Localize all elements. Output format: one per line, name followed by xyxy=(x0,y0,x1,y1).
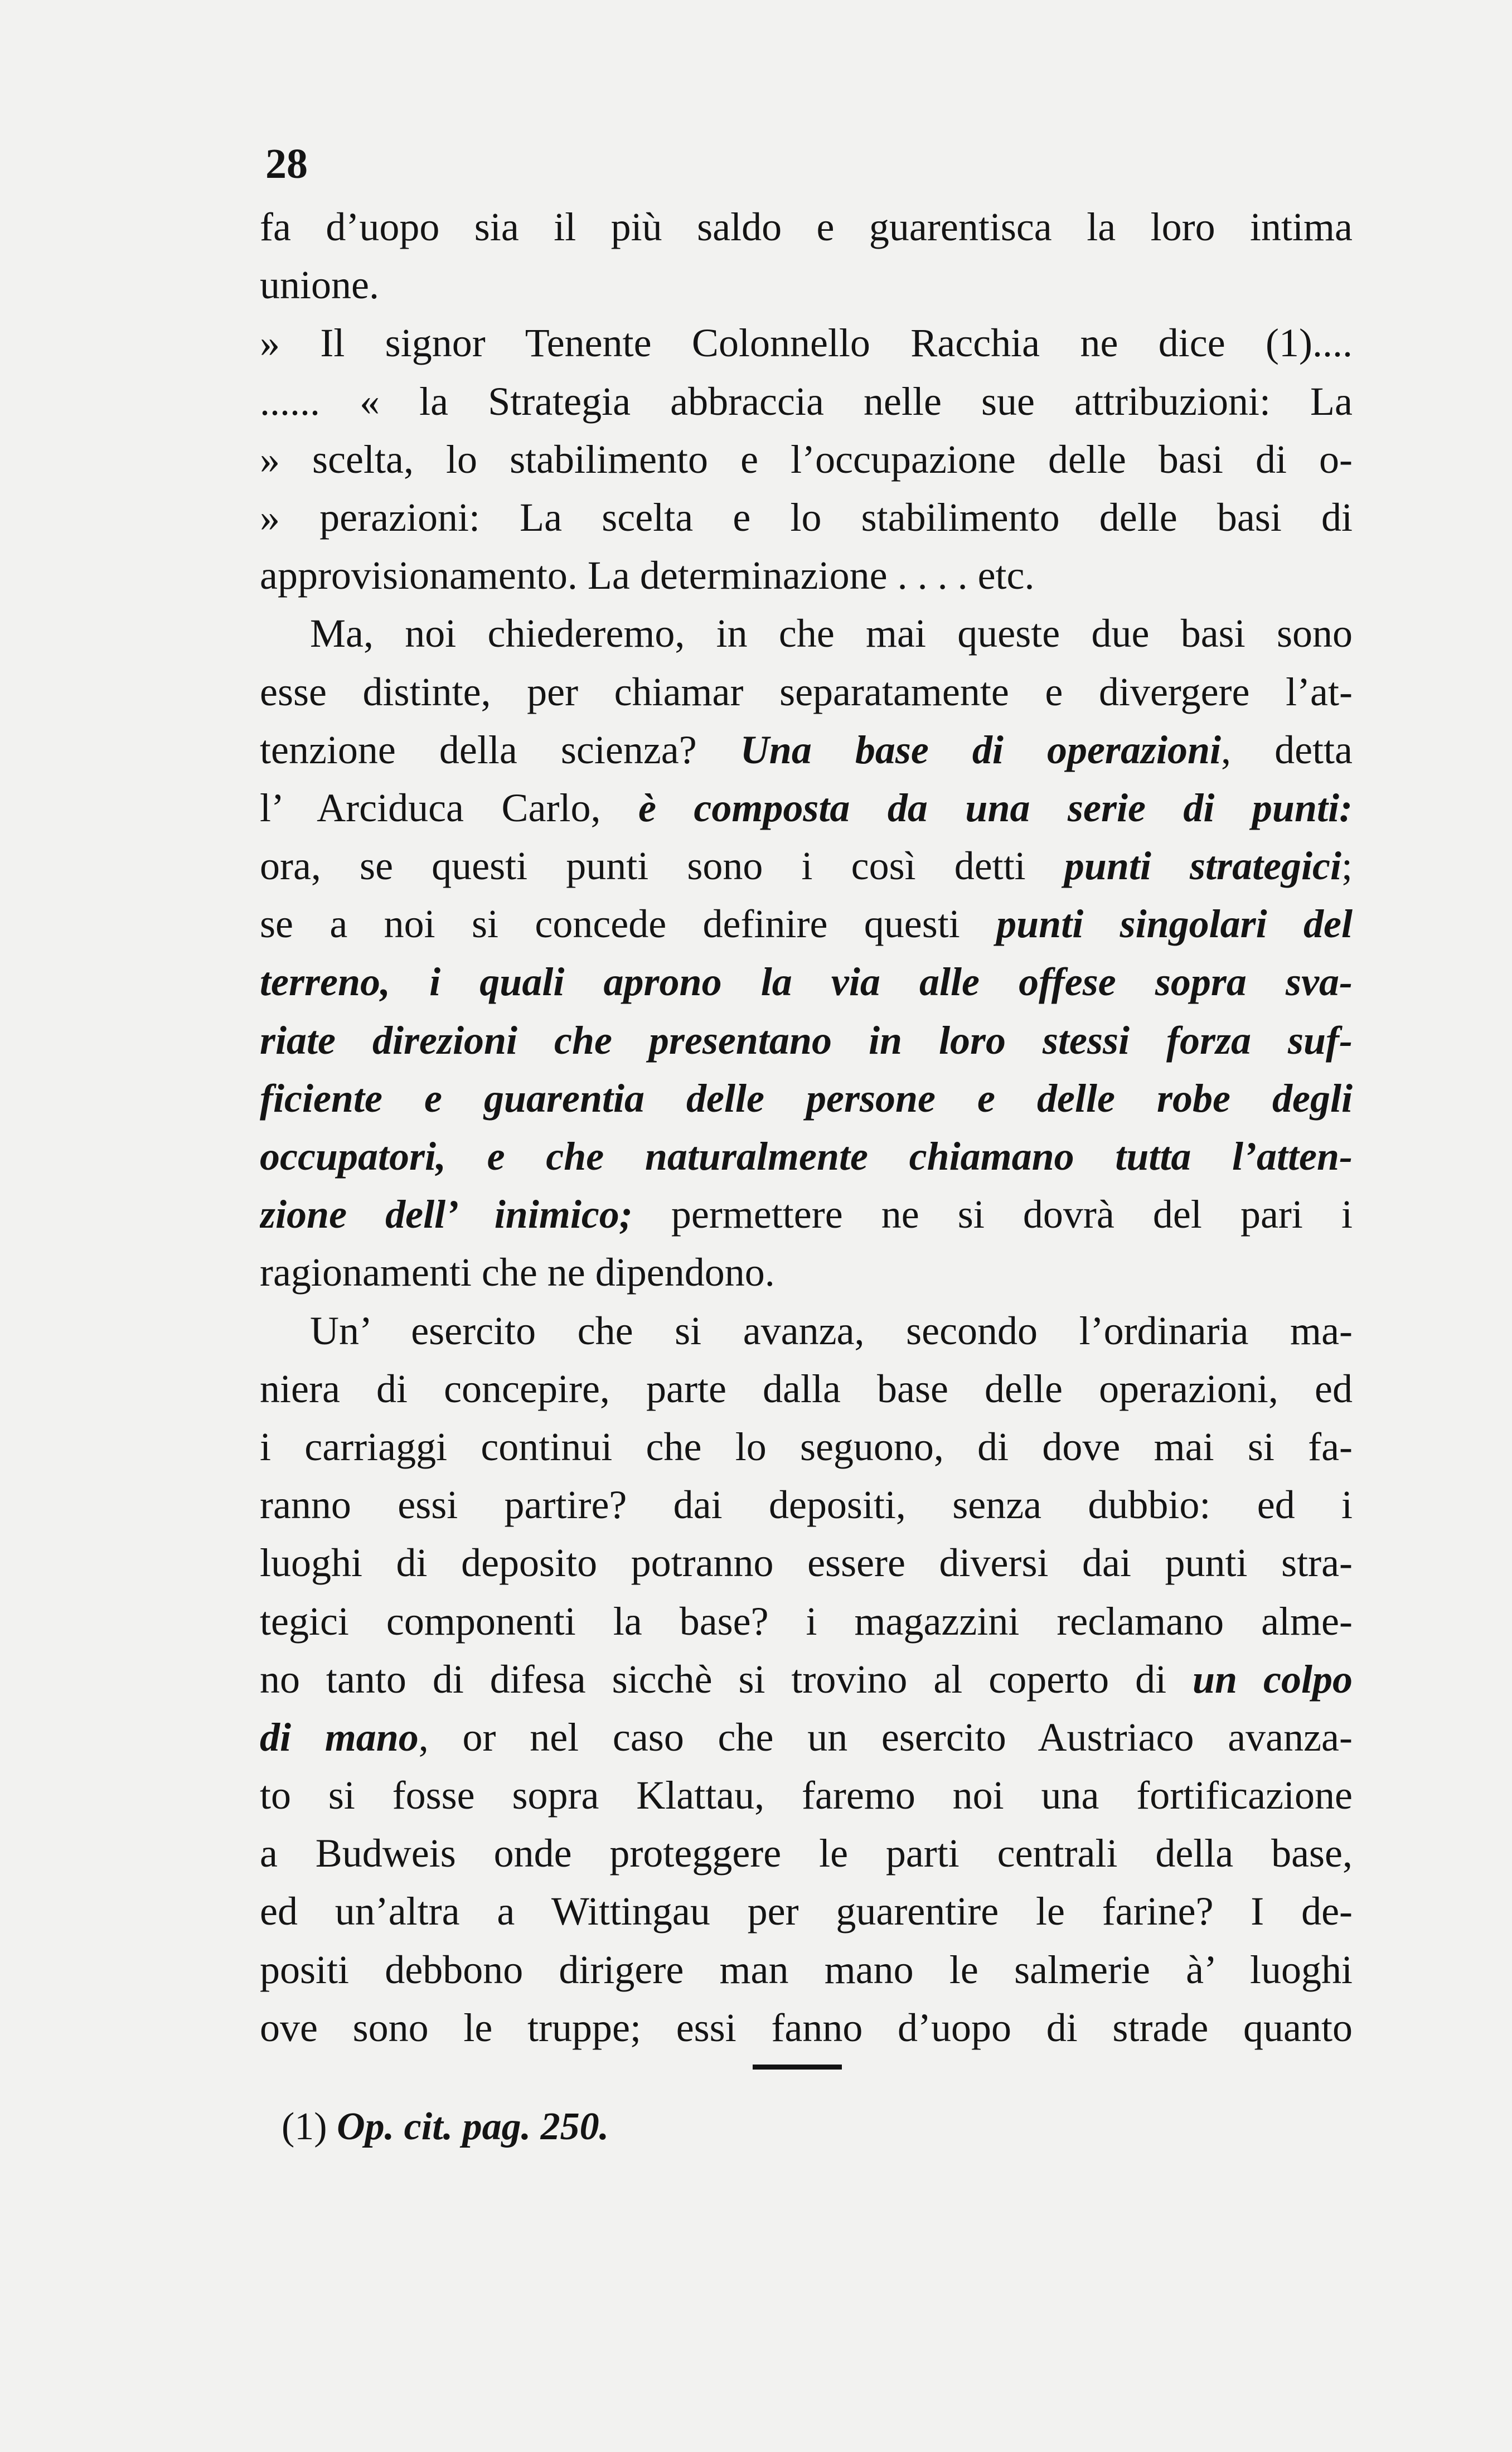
text-line: approvisionamento. La determinazione . . . . etc. xyxy=(260,553,1035,598)
text-segment: tenzione della scienza? xyxy=(260,727,740,772)
text-line: positi debbono dirigere man mano le salmerie à’ luoghi xyxy=(260,1947,1353,1992)
footnote xyxy=(282,2107,609,2146)
text-line: esse distinte, per chiamar separatamente e divergere l’at- xyxy=(260,669,1353,714)
text-segment: ora, se questi punti sono i così detti xyxy=(260,844,1064,889)
text-line xyxy=(260,1708,1353,1766)
text-line xyxy=(260,1011,1353,1069)
text-line: ragionamenti che ne dipendono. xyxy=(260,1250,775,1295)
text-line xyxy=(260,953,1353,1011)
text-line: a Budweis onde proteggere le parti centrali della base, xyxy=(260,1831,1353,1876)
text-line xyxy=(260,1069,1353,1127)
text-line: i carriaggi continui che lo seguono, di dove mai si fa- xyxy=(260,1424,1353,1469)
text-segment: no tanto di difesa sicchè si trovino al coperto di xyxy=(260,1656,1193,1702)
text-line: Ma, noi chiederemo, in che mai queste due basi sono xyxy=(310,611,1353,656)
text-line xyxy=(260,1185,1353,1243)
text-line: ove sono le truppe; essi fanno d’uopo di strade quanto xyxy=(260,2005,1353,2050)
italic-segment: punti strategici xyxy=(1064,844,1341,889)
italic-segment: riate direzioni che presentano in loro stessi forza suf- xyxy=(260,1017,1353,1063)
text-segment: ; xyxy=(1341,844,1353,889)
text-segment: , or nel caso che un esercito Austriaco avanza- xyxy=(418,1714,1353,1760)
text-segment: l’ Arciduca Carlo, xyxy=(260,785,638,830)
text-line xyxy=(260,779,1353,837)
text-line: Un’ esercito che si avanza, secondo l’ordinaria ma- xyxy=(310,1308,1353,1353)
text-line: » perazioni: La scelta e lo stabilimento delle basi di xyxy=(260,495,1353,540)
text-line: ranno essi partire? dai depositi, senza dubbio: ed i xyxy=(260,1482,1353,1528)
page-number: 28 xyxy=(265,140,308,187)
italic-segment: ficiente e guarentia delle persone e delle robe degli xyxy=(260,1075,1353,1121)
italic-segment: zione dell’ inimico; xyxy=(260,1192,633,1237)
text-line: » scelta, lo stabilimento e l’occupazione delle basi di o- xyxy=(260,437,1353,482)
text-line: ...... « la Strategia abbraccia nelle sue attribuzioni: La xyxy=(260,379,1353,424)
text-line: » Il signor Tenente Colonnello Racchia ne dice (1).... xyxy=(260,321,1353,366)
footnote-rule xyxy=(753,2065,842,2070)
text-segment: , detta xyxy=(1221,727,1353,772)
text-line xyxy=(260,1127,1353,1185)
text-line: to si fosse sopra Klattau, faremo noi una fortificazione xyxy=(260,1773,1353,1818)
text-line: niera di concepire, parte dalla base delle operazioni, ed xyxy=(260,1366,1353,1411)
footnote-marker: (1) xyxy=(282,2105,327,2148)
text-line: unione. xyxy=(260,263,379,308)
text-line xyxy=(260,721,1353,779)
text-line xyxy=(260,895,1353,953)
text-line: luoghi di deposito potranno essere diversi dai punti stra- xyxy=(260,1540,1353,1586)
italic-segment: un colpo xyxy=(1193,1656,1353,1702)
text-line xyxy=(260,1650,1353,1708)
italic-segment: è composta da una serie di punti: xyxy=(638,785,1353,830)
body-text xyxy=(260,198,1353,2057)
italic-segment: punti singolari del xyxy=(996,902,1353,947)
text-segment: permettere ne si dovrà del pari i xyxy=(632,1192,1353,1237)
text-line: ed un’altra a Wittingau per guarentire le farine? I de- xyxy=(260,1889,1353,1934)
text-line xyxy=(260,837,1353,895)
italic-segment: Una base di operazioni xyxy=(740,727,1222,772)
italic-segment: di mano xyxy=(260,1714,419,1760)
footnote-reference: Op. cit. pag. 250. xyxy=(337,2105,609,2148)
italic-segment: terreno, i quali aprono la via alle offese sopra sva- xyxy=(260,960,1353,1005)
italic-segment: occupatori, e che naturalmente chiamano tutta l’atten- xyxy=(260,1134,1353,1179)
text-line: tegici componenti la base? i magazzini reclamano alme- xyxy=(260,1598,1353,1644)
text-segment: se a noi si concede definire questi xyxy=(260,902,997,947)
text-line: fa d’uopo sia il più saldo e guarentisca la loro intima xyxy=(260,205,1353,249)
